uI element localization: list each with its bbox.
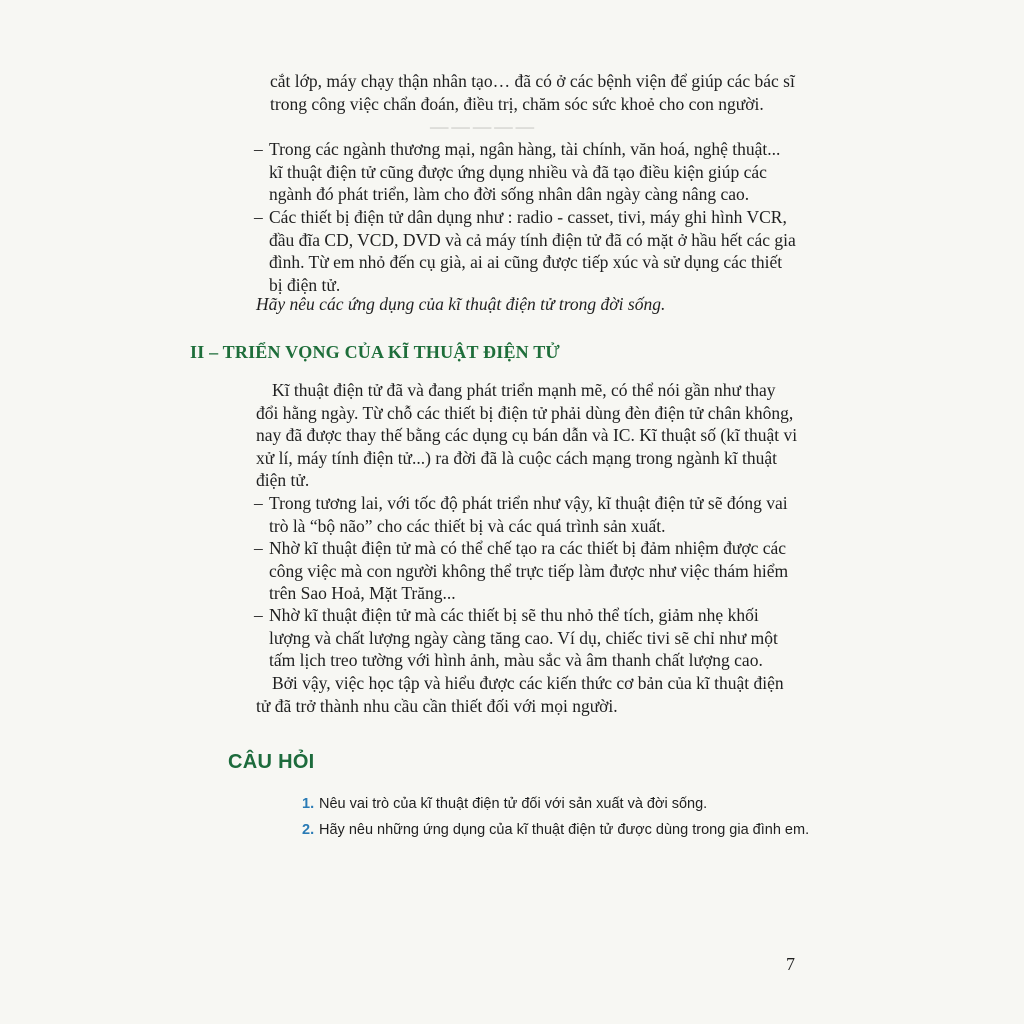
questions-heading: CÂU HỎI: [228, 751, 315, 773]
section-2-bullet-1-text: Trong tương lai, với tốc độ phát triển như vậy, kĩ thuật điện tử sẽ đóng vai trò là “bộ não” cho các thiết bị và các quá trình sản xuất.: [269, 493, 788, 536]
dash-marker: –: [254, 538, 263, 558]
bleed-through-decoration: ─────: [430, 112, 538, 142]
section-2-intro-paragraph: Kĩ thuật điện tử đã và đang phát triển mạnh mẽ, có thể nói gần như thay đổi hằng ngày. Từ chỗ các thiết bị điện tử phải dùng đèn điện tử chân không, nay đã được thay thế bằng các dụng cụ bán dẫn và IC. Kĩ thuật số (kĩ thuật vi xử lí, máy tính điện tử...) ra đời đã là cuộc cách mạng trong ngành kĩ thuật điện tử.: [256, 380, 798, 491]
intro-bullet-2-text: Các thiết bị điện tử dân dụng như : radio - casset, tivi, máy ghi hình VCR, đầu đĩa CD, VCD, DVD và cả máy tính điện tử đã có mặt ở hầu hết các gia đình. Từ em nhỏ đến cụ già, ai ai cũng được tiếp xúc và sử dụng các thiết bị điện tử.: [269, 207, 796, 295]
question-number: 2.: [302, 822, 315, 838]
dash-marker: –: [254, 493, 263, 513]
intro-continuation-paragraph: cắt lớp, máy chạy thận nhân tạo… đã có ở các bệnh viện để giúp các bác sĩ trong công việc chẩn đoán, điều trị, chăm sóc sức khoẻ cho con người.: [270, 71, 795, 114]
question-text: Hãy nêu những ứng dụng của kĩ thuật điện tử được dùng trong gia đình em.: [319, 822, 810, 838]
section-2-heading: II – TRIỂN VỌNG CỦA KĨ THUẬT ĐIỆN TỬ: [190, 342, 560, 362]
section-2-conclusion: Bởi vậy, việc học tập và hiểu được các kiến thức cơ bản của kĩ thuật điện tử đã trở thành nhu cầu cần thiết đối với mọi người.: [256, 673, 784, 716]
dash-marker: –: [254, 139, 263, 159]
question-number: 1.: [302, 796, 315, 812]
dash-marker: –: [254, 207, 263, 227]
dash-marker: –: [254, 605, 263, 625]
page-number: 7: [786, 954, 795, 974]
question-text: Nêu vai trò của kĩ thuật điện tử đối với sản xuất và đời sống.: [319, 796, 708, 812]
section-2-bullet-3-text: Nhờ kĩ thuật điện tử mà các thiết bị sẽ thu nhỏ thể tích, giảm nhẹ khối lượng và chất lượng ngày càng tăng cao. Ví dụ, chiếc tivi sẽ chỉ như một tấm lịch treo tường với hình ảnh, màu sắc và âm thanh chất lượng cao.: [269, 605, 778, 671]
section-2-bullet-2-text: Nhờ kĩ thuật điện tử mà có thể chế tạo ra các thiết bị đảm nhiệm được các công việc mà con người không thể trực tiếp làm được như việc thám hiểm trên Sao Hoả, Mặt Trăng...: [269, 538, 789, 604]
intro-prompt: Hãy nêu các ứng dụng của kĩ thuật điện tử trong đời sống.: [256, 294, 666, 314]
intro-bullet-1-text: Trong các ngành thương mại, ngân hàng, tài chính, văn hoá, nghệ thuật... kĩ thuật điện tử cũng được ứng dụng nhiều và đã tạo điều kiện giúp các ngành đó phát triển, làm cho đời sống nhân dân ngày càng nâng cao.: [269, 139, 781, 205]
